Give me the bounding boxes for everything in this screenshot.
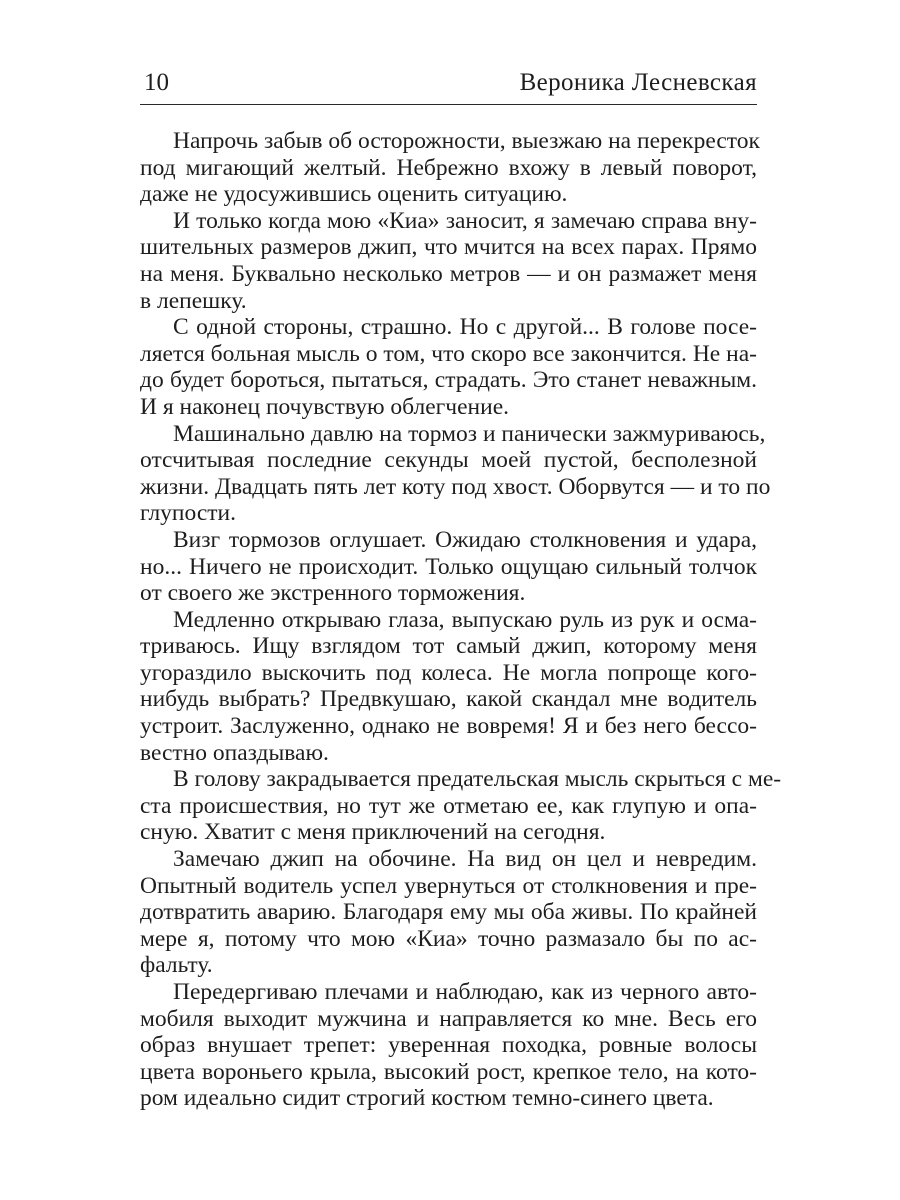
running-header [140, 66, 757, 100]
paragraph [140, 208, 757, 314]
text-line: глупости. [140, 500, 236, 527]
paragraph [140, 420, 771, 527]
body-text [140, 128, 782, 1112]
text-line: нибудь выбрать? Предвкушаю, какой скандал мне водитель [140, 686, 757, 713]
text-line: триваюсь. Ищу взглядом тот самый джип, которому меня [140, 633, 757, 660]
text-line: И только когда мою «Киа» заносит, я замечаю справа вну- [173, 207, 757, 234]
text-line: Напрочь забыв об осторожности, выезжаю на перекресток [173, 128, 760, 154]
text-line: С одной стороны, страшно. Но с другой... В голове посе- [173, 314, 757, 341]
text-line: отсчитывая последние секунды моей пустой, бесполезной [140, 447, 757, 474]
text-line: устроит. Заслуженно, однако не вовремя! Я и без него бессо- [140, 713, 757, 740]
text-line: Замечаю джип на обочине. На вид он цел и невредим. [173, 846, 757, 873]
text-line: до будет бороться, пытаться, страдать. Это станет неважным. [140, 367, 757, 394]
text-line: ста происшествия, но тут же отметаю ее, как глупую и опа- [140, 792, 757, 819]
paragraph [140, 527, 757, 607]
text-line: Машинально давлю на тормоз и панически зажмуриваюсь, [173, 420, 766, 447]
paragraph [140, 979, 757, 1112]
text-line: мобиля выходит мужчина и направляется ко мне. Весь его [140, 1005, 757, 1032]
text-line: Опытный водитель успел увернуться от столкновения и пре- [140, 872, 757, 899]
text-line: ляется больная мысль о том, что скоро все закончится. Не на- [140, 340, 757, 367]
paragraph [140, 766, 782, 846]
text-line: на меня. Буквально несколько метров — и он размажет меня [140, 260, 757, 287]
text-line: ром идеально сидит строгий костюм темно-синего цвета. [140, 1085, 714, 1112]
text-line: но... Ничего не происходит. Только ощущаю сильный толчок [140, 553, 757, 580]
text-line: цвета вороньего крыла, высокий рост, крепкое тело, на кото- [140, 1058, 757, 1085]
text-line: фальту. [140, 952, 213, 979]
header-rule [140, 104, 757, 105]
text-line: мере я, потому что мою «Киа» точно размазало бы по ас- [140, 925, 757, 952]
paragraph [140, 607, 757, 767]
page-number: 10 [144, 69, 169, 96]
author-name: Вероника Лесневская [519, 69, 757, 96]
text-line: Передергиваю плечами и наблюдаю, как из черного авто- [173, 979, 757, 1005]
text-line: угораздило выскочить под колеса. Не могла попроще кого- [140, 659, 757, 686]
text-line: дотвратить аварию. Благодаря ему мы оба живы. По крайней [140, 899, 757, 926]
text-line: шительных размеров джип, что мчится на всех парах. Прямо [140, 234, 757, 261]
text-line: В голову закрадывается предательская мысль скрыться с ме- [173, 766, 782, 793]
text-line: в лепешку. [140, 287, 247, 314]
paragraph [140, 846, 757, 979]
text-line: даже не удосужившись оценить ситуацию. [140, 181, 568, 208]
text-line: образ внушает трепет: уверенная походка, ровные волосы [140, 1032, 757, 1059]
text-line: Визг тормозов оглушает. Ожидаю столкновения и удара, [173, 526, 757, 553]
text-line: жизни. Двадцать пять лет коту под хвост. Оборвутся — и то по [140, 473, 771, 500]
text-line: И я наконец почувствую облегчение. [140, 393, 510, 420]
text-line: сную. Хватит с меня приключений на сегодня. [140, 819, 606, 846]
text-line: вестно опаздываю. [140, 739, 329, 766]
text-line: Медленно открываю глаза, выпускаю руль из рук и осма- [173, 606, 757, 633]
paragraph [140, 128, 760, 208]
paragraph [140, 314, 757, 420]
text-line: от своего же экстренного торможения. [140, 580, 526, 607]
text-line: под мигающий желтый. Небрежно вхожу в левый поворот, [140, 154, 757, 181]
